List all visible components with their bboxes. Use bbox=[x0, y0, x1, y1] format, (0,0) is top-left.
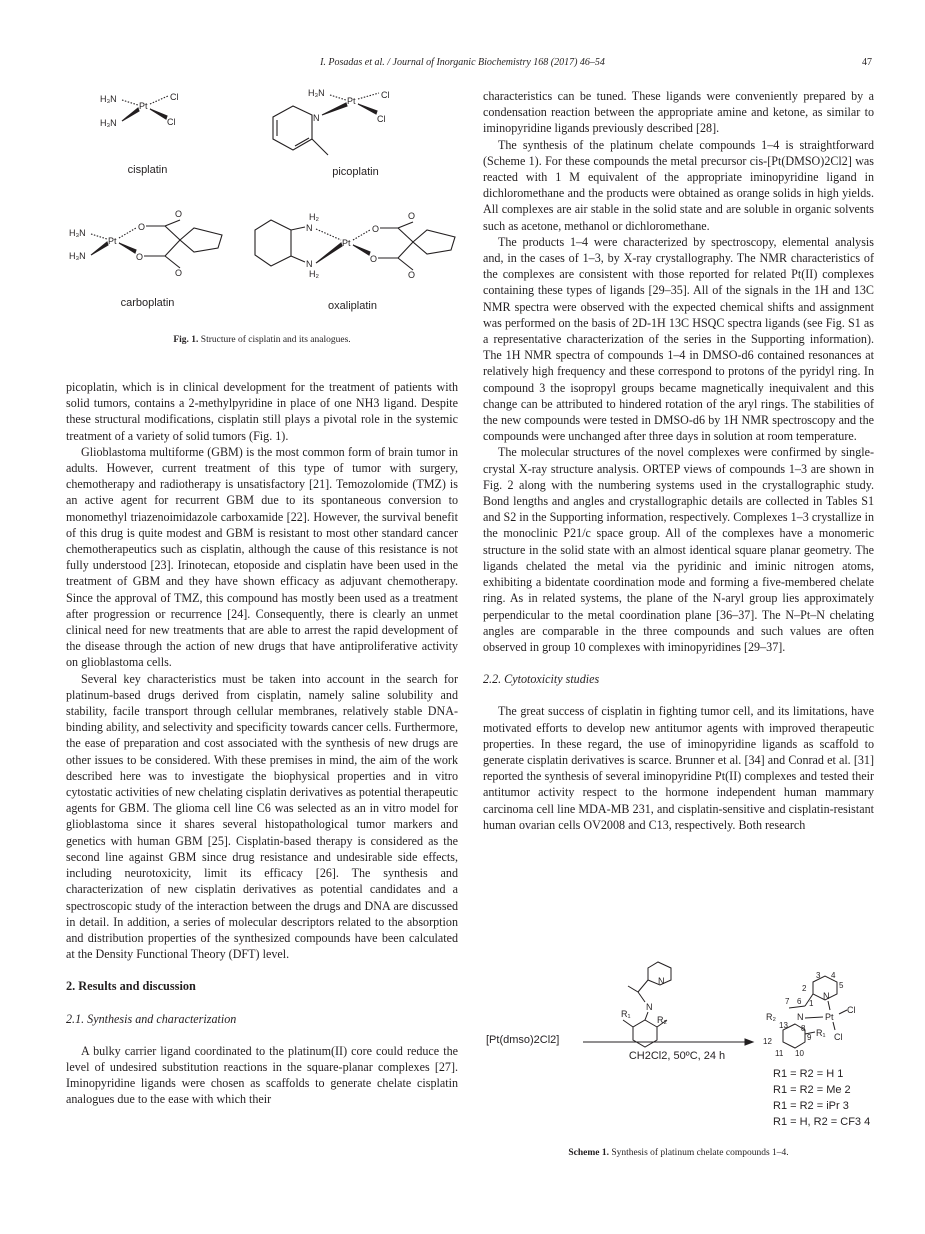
svg-text:13: 13 bbox=[779, 1021, 788, 1030]
svg-text:Pt: Pt bbox=[342, 238, 351, 248]
scheme-reagent: [Pt(dmso)2Cl2] bbox=[486, 1034, 560, 1046]
right-paragraph-5: The great success of cisplatin in fighting tumor cell, and its limitations, have motivated efforts to develop new antitumor agents with improved therapeutic properties. In these regard, the use of iminopyridine ligands as scaffold to generate cisplatin derivatives is scarce. Brunner et al. [34] and Conrad et al. [31] reported the synthesis of several iminopyridine Pt(II) complexes and tested their antitumor activity respect to the hormone independent human mammary carcinoma cell line MDA-MB 231, and cisplatin-sensitive and cisplatin-resistant human ovarian cells OV2008 and C13, respectively. Both research bbox=[483, 704, 874, 832]
left-column bbox=[66, 379, 458, 1108]
figure-1-caption-text: Structure of cisplatin and its analogues. bbox=[200, 335, 351, 345]
scheme-1-caption bbox=[483, 1148, 874, 1158]
svg-text:11: 11 bbox=[775, 1049, 784, 1058]
svg-text:N: N bbox=[313, 113, 320, 123]
label-picoplatin: picoplatin bbox=[332, 166, 379, 178]
svg-text:4: 4 bbox=[831, 971, 836, 980]
compound-3: R1 = R2 = iPr 3 bbox=[773, 1100, 849, 1112]
svg-text:R₁: R₁ bbox=[816, 1028, 826, 1038]
svg-text:Pt: Pt bbox=[108, 236, 117, 246]
svg-text:7: 7 bbox=[785, 997, 790, 1006]
svg-text:O: O bbox=[175, 268, 183, 278]
svg-text:O: O bbox=[372, 224, 380, 234]
svg-text:N: N bbox=[658, 976, 665, 986]
left-paragraph-2: Glioblastoma multiforme (GBM) is the most common form of brain tumor in adults. However, current treatment of this type of tumor with surgery, chemotherapy and radiotherapy is unsatisfactory [21]. Temozolomide (TMZ) is an active agent for recurrent GBM due to its spontaneous conversion to monomethyl triazenoimidazole carboxamide [22]. However, the survival benefit of this drug is quite modest and GBM is resistant to most other standard cancer chemotherapeutics such as cisplatin, although the cause of this resistance is not fully understood [23]. Irinotecan, etoposide and cisplatin have been used in the treatment of GBM and they have shown efficacy as adjuvant chemotherapy. Since the approval of TMZ, this compound has mostly been used as a treatment after progression or recurrence [24]. Consequently, there is clearly an unmet clinical need for new treatments that are able to arrest the rapid development of the disease through the action of new drugs that have antiproliferative activity on glioblastoma cells. bbox=[66, 444, 458, 670]
svg-text:O: O bbox=[175, 209, 183, 219]
svg-text:H₂: H₂ bbox=[309, 212, 319, 222]
svg-text:H₃N: H₃N bbox=[69, 228, 86, 238]
svg-text:Pt: Pt bbox=[347, 96, 356, 106]
label-oxaliplatin: oxaliplatin bbox=[328, 300, 377, 312]
cisplatin-structure bbox=[100, 92, 179, 128]
compound-2: R1 = R2 = Me 2 bbox=[773, 1084, 851, 1096]
svg-text:Cl: Cl bbox=[834, 1032, 843, 1042]
svg-text:N: N bbox=[797, 1012, 804, 1022]
svg-text:H₂: H₂ bbox=[309, 269, 319, 279]
svg-text:O: O bbox=[408, 270, 416, 280]
svg-text:O: O bbox=[138, 222, 146, 232]
svg-text:R₂: R₂ bbox=[657, 1015, 667, 1025]
svg-text:Pt: Pt bbox=[825, 1012, 834, 1022]
figure-1-caption bbox=[66, 335, 458, 345]
picoplatin-structure bbox=[273, 88, 390, 155]
right-paragraph-3: The products 1–4 were characterized by spectroscopy, elemental analysis and, in the cases of 1–3, by X-ray crystallography. The NMR characteristics of the complexes are consistent with those reported for related Pt(II) complexes containing these types of ligands [29–35]. All of the signals in the 1H and 13C NMR spectra were observed with the expected chemical shifts and assignment was performed on the basis of 2D-1H 13C HSQC spectra ligands (see Fig. S1 as a representative characterization of the series in the Supporting information). The 1H NMR spectra of compounds 1–4 in DMSO-d6 contained resonances at relatively high frequency and these correspond to protons of the pyridyl ring. In compound 3 the isopropyl groups became magnetically inequivalent and this change can be attributed to hindered rotation of the aryl rings. The stabilities of the new compounds were tested in DMSO-d6 by 1H NMR spectroscopy and the compounds were unchanged after three days in solution at room temperature. bbox=[483, 234, 874, 444]
svg-text:N: N bbox=[306, 223, 313, 233]
page-number: 47 bbox=[862, 57, 872, 68]
figure-1-structures bbox=[0, 80, 460, 400]
subsection-2-2-heading: 2.2. Cytotoxicity studies bbox=[483, 672, 600, 687]
svg-text:H₃N: H₃N bbox=[100, 118, 117, 128]
right-paragraph-1: characteristics can be tuned. These ligands were conveniently prepared by a condensation reaction between the appropriate amine and ketone, as similar to iminopyridine ligands previously described [28]. bbox=[483, 89, 874, 136]
svg-text:5: 5 bbox=[839, 981, 844, 990]
svg-text:10: 10 bbox=[795, 1049, 804, 1058]
svg-text:O: O bbox=[370, 254, 378, 264]
svg-text:H₃N: H₃N bbox=[69, 251, 86, 261]
scheme-compound-list bbox=[773, 1066, 903, 1130]
svg-text:Cl: Cl bbox=[167, 117, 176, 127]
svg-text:6: 6 bbox=[797, 997, 802, 1006]
svg-text:H₃N: H₃N bbox=[308, 88, 325, 98]
carboplatin-structure bbox=[69, 209, 222, 278]
left-paragraph-3: Several key characteristics must be taken into account in the search for platinum-based drugs derived from cisplatin, namely saline solubility and stability, facile transport through cellular membranes, relatively stable DNA-binding ability, and selectivity and specificity towards cancer cells. Furthermore, the ease of preparation and cost associated with the synthesis of new drugs are other issues to be considered. With these premises in mind, the aim of the work described here was to investigate the biophysical properties and in vitro cytostatic activities of new chelating cisplatin derivatives as potential therapeutic agents for GBM. The glioma cell line C6 was selected as an in vitro model for glioblastoma since it shares several histopathological tumor markers and genetics with human GBM [25]. Cisplatin-based therapy is considered as the second line against GBM since drug resistance and undesirable side effects, including neurotoxicity, limit its efficacy [26]. The synthesis and characterization of new cisplatin derivatives as potential candidates and a spectroscopic study of the interaction between the drugs and DNA are discussed in detail. In addition, a series of molecular descriptors related to the absorption and distribution properties of the synthesized compounds have been calculated at the Density Functional Theory (DFT) level. bbox=[66, 671, 458, 962]
svg-text:Cl: Cl bbox=[381, 90, 390, 100]
scheme-conditions: CH2Cl2, 50ºC, 24 h bbox=[628, 1050, 726, 1062]
svg-text:R₂: R₂ bbox=[766, 1012, 776, 1022]
compound-1: R1 = R2 = H 1 bbox=[773, 1068, 844, 1080]
compound-4: R1 = H, R2 = CF3 4 bbox=[773, 1116, 871, 1128]
svg-text:2: 2 bbox=[802, 984, 807, 993]
left-paragraph-4: A bulky carrier ligand coordinated to the platinum(II) core could reduce the level of undesired substitution reactions in the square-planar complexes [27]. Iminopyridine ligands were chosen as scaffolds to generate chelate cisplatin analogues due to the ease with which their bbox=[66, 1043, 458, 1107]
svg-text:Pt: Pt bbox=[139, 101, 148, 111]
right-paragraph-2: The synthesis of the platinum chelate compounds 1–4 is straightforward (Scheme 1). For these compounds the metal precursor cis-[Pt(DMSO)2Cl2] was reacted with 1 M equivalent of the appropriate iminopyridine ligand in dichloromethane and the products were obtained as orange solids in high yields. All complexes are air stable in the solid state and are soluble in organic solvents such as acetone, methanol or dichloromethane. bbox=[483, 137, 874, 233]
journal-citation: I. Posadas et al. / Journal of Inorganic Biochemistry 168 (2017) 46–54 bbox=[320, 57, 605, 68]
left-paragraph-1: picoplatin, which is in clinical development for the treatment of patients with solid tumors, contains a 2-methylpyridine in place of one NH3 ligand. Despite these structural modifications, cisplatin still plays a pivotal role in the systemic treatment of a variety of solid tumors (Fig. 1). bbox=[66, 380, 458, 443]
label-carboplatin: carboplatin bbox=[120, 297, 175, 309]
svg-text:12: 12 bbox=[763, 1037, 772, 1046]
svg-text:R₁: R₁ bbox=[621, 1009, 631, 1019]
svg-text:8: 8 bbox=[801, 1024, 806, 1033]
svg-text:N: N bbox=[306, 259, 313, 269]
svg-text:O: O bbox=[408, 211, 416, 221]
scheme-1-caption-text: Synthesis of platinum chelate compounds 1–4. bbox=[611, 1148, 789, 1158]
subsection-2-1-heading: 2.1. Synthesis and characterization bbox=[66, 1011, 237, 1026]
oxaliplatin-structure bbox=[255, 211, 455, 280]
figure-1-caption-label: Fig. 1. bbox=[173, 335, 199, 345]
svg-text:N: N bbox=[823, 991, 830, 1001]
iminopyridine-ligand bbox=[621, 962, 671, 1047]
label-cisplatin: cisplatin bbox=[127, 164, 168, 176]
right-paragraph-4: The molecular structures of the novel complexes were confirmed by single-crystal X-ray structure analysis. ORTEP views of compounds 1–3 are shown in Fig. 2 along with the numbering systems used in the crystallographic study. Bond lengths and angles and crystallographic details are collected in Tables S1 and S2 in the Supporting information, respectively. Complexes 1–3 crystallize in the monoclinic P21/c space group. All of the complexes have a monomeric structure in the solid state with an almost identical square planar geometry. The ligands chelated the metal via the pyridinic and iminic nitrogen atoms, exhibiting a bidentate coordination mode and forming a five-membered chelate ring. As in related systems, the plane of the N-aryl group lies approximately perpendicular to the metal coordination plane [36–37]. The N–Pt–N chelating angles are comparable in the three compounds and such values are often observed in group 10 complexes with iminopyridines [29–37]. bbox=[483, 445, 874, 654]
svg-text:Cl: Cl bbox=[847, 1005, 856, 1015]
svg-text:Cl: Cl bbox=[377, 114, 386, 124]
scheme-1-caption-label: Scheme 1. bbox=[568, 1148, 609, 1158]
platinum-chelate-product bbox=[763, 971, 856, 1058]
svg-text:3: 3 bbox=[816, 971, 821, 980]
right-column bbox=[483, 88, 874, 833]
svg-text:9: 9 bbox=[807, 1033, 812, 1042]
svg-text:Cl: Cl bbox=[170, 92, 179, 102]
section-2-heading: 2. Results and discussion bbox=[66, 979, 196, 994]
svg-text:N: N bbox=[646, 1002, 653, 1012]
svg-text:H₃N: H₃N bbox=[100, 94, 117, 104]
svg-text:1: 1 bbox=[809, 999, 814, 1008]
svg-text:O: O bbox=[136, 252, 144, 262]
